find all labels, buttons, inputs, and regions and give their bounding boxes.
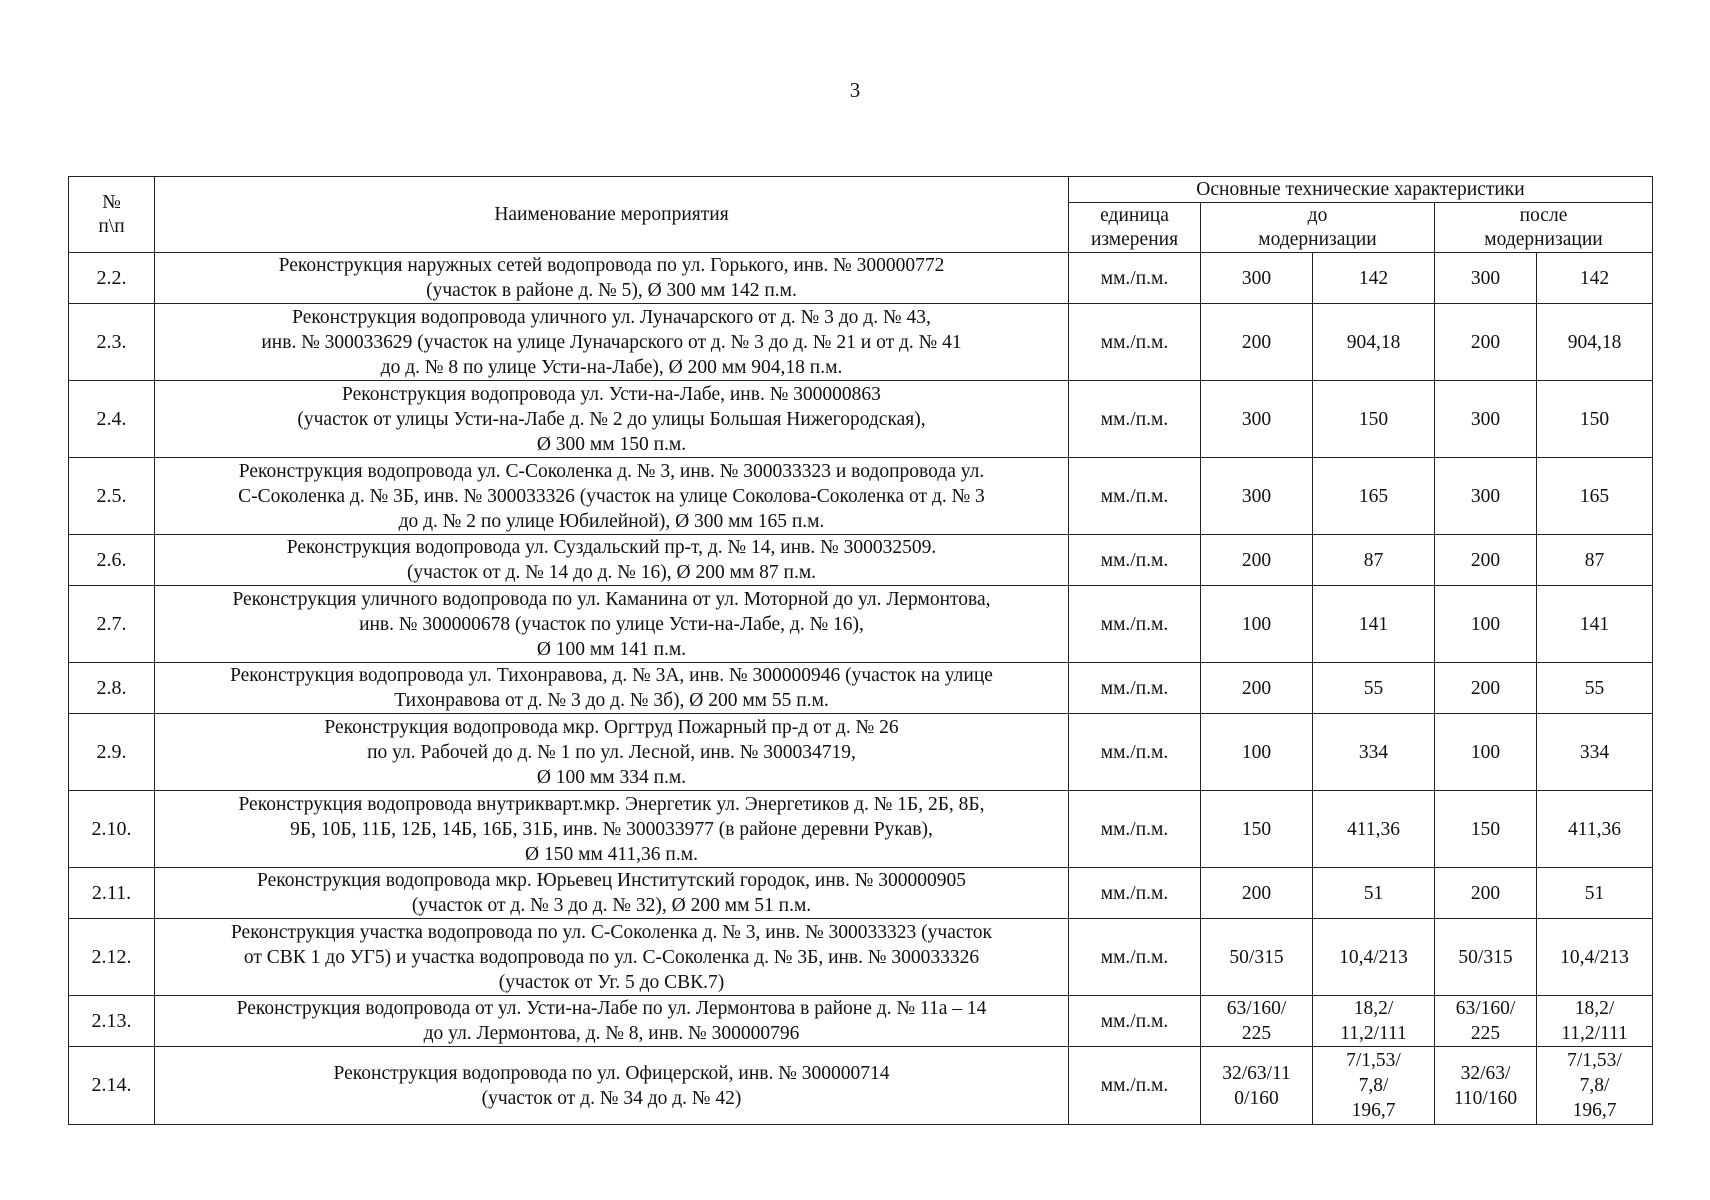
- table-row: [69, 1047, 1653, 1125]
- row-before-diameter: 50/315: [1201, 919, 1313, 996]
- row-after-length: 10,4/213: [1537, 919, 1653, 996]
- row-before-diameter: 300: [1201, 458, 1313, 535]
- row-unit: мм./п.м.: [1069, 586, 1201, 663]
- table-row: [69, 791, 1653, 868]
- row-after-diameter: 300: [1435, 253, 1537, 304]
- row-before-diameter: 63/160/ 225: [1201, 996, 1313, 1047]
- page-number: 3: [849, 78, 861, 102]
- technical-characteristics-table: [68, 176, 1653, 1125]
- row-before-length: 87: [1313, 535, 1435, 586]
- row-after-length: 904,18: [1537, 304, 1653, 381]
- row-description: Реконструкция водопровода от ул. Усти-на-Лабе по ул. Лермонтова в районе д. № 11а – 14 до ул. Лермонтова, д. № 8, инв. № 300000796: [155, 996, 1069, 1047]
- row-before-length: 165: [1313, 458, 1435, 535]
- row-unit: мм./п.м.: [1069, 381, 1201, 458]
- row-number: 2.9.: [69, 714, 155, 791]
- row-description: Реконструкция водопровода внутрикварт.мкр. Энергетик ул. Энергетиков д. № 1Б, 2Б, 8Б, 9Б, 10Б, 11Б, 12Б, 14Б, 16Б, 31Б, инв. № 300033977 (в районе деревни Рукав), Ø 150 мм 411,36 п.м.: [155, 791, 1069, 868]
- row-before-length: 55: [1313, 663, 1435, 714]
- row-after-diameter: 200: [1435, 663, 1537, 714]
- row-after-length: 334: [1537, 714, 1653, 791]
- row-before-diameter: 100: [1201, 714, 1313, 791]
- row-number: 2.8.: [69, 663, 155, 714]
- row-after-diameter: 200: [1435, 535, 1537, 586]
- row-after-length: 87: [1537, 535, 1653, 586]
- row-after-diameter: 150: [1435, 791, 1537, 868]
- header-group: Основные технические характеристики: [1069, 177, 1653, 203]
- row-before-length: 904,18: [1313, 304, 1435, 381]
- row-before-length: 150: [1313, 381, 1435, 458]
- header-before: до модернизации: [1201, 203, 1435, 253]
- row-number: 2.7.: [69, 586, 155, 663]
- row-description: Реконструкция водопровода ул. Тихонравова, д. № 3А, инв. № 300000946 (участок на улице Тихонравова от д. № 3 до д. № 3б), Ø 200 мм 55 п.м.: [155, 663, 1069, 714]
- row-after-length: 141: [1537, 586, 1653, 663]
- row-unit: мм./п.м.: [1069, 919, 1201, 996]
- row-number: 2.3.: [69, 304, 155, 381]
- table-row: [69, 868, 1653, 919]
- table-row: [69, 919, 1653, 996]
- row-before-diameter: 200: [1201, 868, 1313, 919]
- row-after-length: 165: [1537, 458, 1653, 535]
- row-after-diameter: 200: [1435, 868, 1537, 919]
- row-after-diameter: 63/160/ 225: [1435, 996, 1537, 1047]
- row-after-length: 7/1,53/ 7,8/ 196,7: [1537, 1047, 1653, 1125]
- row-unit: мм./п.м.: [1069, 663, 1201, 714]
- row-description: Реконструкция водопровода мкр. Юрьевец Институтский городок, инв. № 300000905 (участок от д. № 3 до д. № 32), Ø 200 мм 51 п.м.: [155, 868, 1069, 919]
- row-number: 2.6.: [69, 535, 155, 586]
- row-unit: мм./п.м.: [1069, 304, 1201, 381]
- row-unit: мм./п.м.: [1069, 996, 1201, 1047]
- row-before-diameter: 300: [1201, 253, 1313, 304]
- row-before-diameter: 32/63/11 0/160: [1201, 1047, 1313, 1125]
- row-after-diameter: 300: [1435, 458, 1537, 535]
- row-before-length: 142: [1313, 253, 1435, 304]
- row-number: 2.10.: [69, 791, 155, 868]
- row-description: Реконструкция водопровода мкр. Оргтруд Пожарный пр-д от д. № 26 по ул. Рабочей до д. № 1 по ул. Лесной, инв. № 300034719, Ø 100 мм 334 п.м.: [155, 714, 1069, 791]
- row-before-diameter: 150: [1201, 791, 1313, 868]
- table-row: [69, 714, 1653, 791]
- row-after-diameter: 100: [1435, 586, 1537, 663]
- row-unit: мм./п.м.: [1069, 535, 1201, 586]
- row-unit: мм./п.м.: [1069, 714, 1201, 791]
- row-before-length: 51: [1313, 868, 1435, 919]
- row-number: 2.12.: [69, 919, 155, 996]
- row-before-diameter: 200: [1201, 663, 1313, 714]
- row-before-length: 334: [1313, 714, 1435, 791]
- row-after-length: 411,36: [1537, 791, 1653, 868]
- row-after-diameter: 100: [1435, 714, 1537, 791]
- header-name: Наименование мероприятия: [155, 177, 1069, 253]
- row-number: 2.2.: [69, 253, 155, 304]
- row-number: 2.13.: [69, 996, 155, 1047]
- row-unit: мм./п.м.: [1069, 791, 1201, 868]
- row-unit: мм./п.м.: [1069, 1047, 1201, 1125]
- row-before-diameter: 100: [1201, 586, 1313, 663]
- row-description: Реконструкция участка водопровода по ул. С-Соколенка д. № 3, инв. № 300033323 (участок от СВК 1 до УГ5) и участка водопровода по ул. С-Соколенка д. № 3Б, инв. № 300033326 (участок от Уг. 5 до СВК.7): [155, 919, 1069, 996]
- row-description: Реконструкция наружных сетей водопровода по ул. Горького, инв. № 300000772 (участок в районе д. № 5), Ø 300 мм 142 п.м.: [155, 253, 1069, 304]
- row-after-diameter: 200: [1435, 304, 1537, 381]
- row-before-length: 10,4/213: [1313, 919, 1435, 996]
- table-row: [69, 663, 1653, 714]
- row-number: 2.4.: [69, 381, 155, 458]
- row-after-length: 51: [1537, 868, 1653, 919]
- table-row: [69, 381, 1653, 458]
- row-unit: мм./п.м.: [1069, 458, 1201, 535]
- table-row: [69, 535, 1653, 586]
- row-description: Реконструкция водопровода уличного ул. Луначарского от д. № 3 до д. № 43, инв. № 300033629 (участок на улице Луначарского от д. № 3 до д. № 21 и от д. № 41 до д. № 8 по улице Усти-на-Лабе), Ø 200 мм 904,18 п.м.: [155, 304, 1069, 381]
- row-unit: мм./п.м.: [1069, 868, 1201, 919]
- row-description: Реконструкция водопровода ул. С-Соколенка д. № 3, инв. № 300033323 и водопровода ул. С-Соколенка д. № 3Б, инв. № 300033326 (участок на улице Соколова-Соколенка от д. № 3 до д. № 2 по улице Юбилейной), Ø 300 мм 165 п.м.: [155, 458, 1069, 535]
- table-row: [69, 586, 1653, 663]
- row-number: 2.11.: [69, 868, 155, 919]
- row-before-diameter: 200: [1201, 304, 1313, 381]
- table-row: [69, 253, 1653, 304]
- row-number: 2.14.: [69, 1047, 155, 1125]
- row-after-length: 55: [1537, 663, 1653, 714]
- row-after-length: 18,2/ 11,2/111: [1537, 996, 1653, 1047]
- header-after: после модернизации: [1435, 203, 1653, 253]
- table-row: [69, 304, 1653, 381]
- row-after-diameter: 300: [1435, 381, 1537, 458]
- row-description: Реконструкция водопровода ул. Суздальский пр-т, д. № 14, инв. № 300032509. (участок от д. № 14 до д. № 16), Ø 200 мм 87 п.м.: [155, 535, 1069, 586]
- row-before-diameter: 300: [1201, 381, 1313, 458]
- row-after-length: 150: [1537, 381, 1653, 458]
- row-before-length: 7/1,53/ 7,8/ 196,7: [1313, 1047, 1435, 1125]
- row-after-diameter: 50/315: [1435, 919, 1537, 996]
- row-unit: мм./п.м.: [1069, 253, 1201, 304]
- row-description: Реконструкция водопровода ул. Усти-на-Лабе, инв. № 300000863 (участок от улицы Усти-на-Лабе д. № 2 до улицы Большая Нижегородская), Ø 300 мм 150 п.м.: [155, 381, 1069, 458]
- row-before-diameter: 200: [1201, 535, 1313, 586]
- row-after-length: 142: [1537, 253, 1653, 304]
- row-before-length: 141: [1313, 586, 1435, 663]
- header-unit: единица измерения: [1069, 203, 1201, 253]
- row-number: 2.5.: [69, 458, 155, 535]
- table-row: [69, 996, 1653, 1047]
- row-before-length: 411,36: [1313, 791, 1435, 868]
- header-num: № п\п: [69, 177, 155, 253]
- row-description: Реконструкция водопровода по ул. Офицерской, инв. № 300000714 (участок от д. № 34 до д. № 42): [155, 1047, 1069, 1125]
- table-row: [69, 458, 1653, 535]
- row-description: Реконструкция уличного водопровода по ул. Каманина от ул. Моторной до ул. Лермонтова, инв. № 300000678 (участок по улице Усти-на-Лабе, д. № 16), Ø 100 мм 141 п.м.: [155, 586, 1069, 663]
- row-before-length: 18,2/ 11,2/111: [1313, 996, 1435, 1047]
- row-after-diameter: 32/63/ 110/160: [1435, 1047, 1537, 1125]
